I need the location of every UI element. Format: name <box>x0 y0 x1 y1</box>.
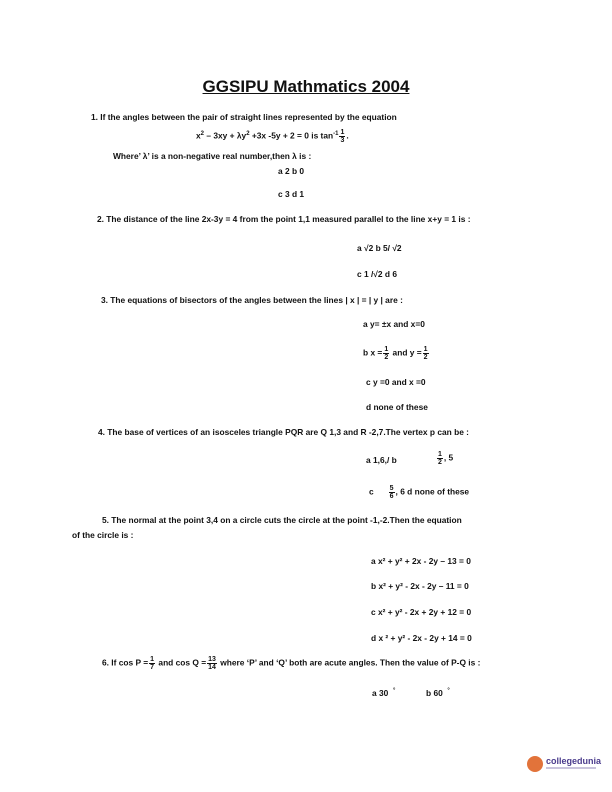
question-5-option-c: c x² + y² - 2x + 2y + 12 = 0 <box>371 607 472 617</box>
question-6-option-b: b 60 ° <box>426 688 450 698</box>
question-5-option-a: a x² + y² + 2x - 2y – 13 = 0 <box>371 556 471 566</box>
question-6-option-a: a 30 ° <box>372 688 396 698</box>
question-3-option-c: c y =0 and x =0 <box>366 377 426 387</box>
page-title: GGSIPU Mathmatics 2004 <box>202 77 410 96</box>
logo-tagline-bar <box>546 767 596 769</box>
question-4-option-b: $\frac{1}{2}$ , 5 <box>438 451 454 466</box>
mascot-icon <box>527 756 543 772</box>
question-3-option-d: d none of these <box>366 402 428 412</box>
question-1-options-cd: c 3 d 1 <box>278 189 305 199</box>
question-5-text-cont: of the circle is : <box>72 530 134 540</box>
degree-symbol-b: ° <box>447 688 450 695</box>
question-1-equation: $x^2 - 3xy + \lambda y^2 +3x$ -5y + 2 = 0 is $\tan^{-1}$ $\frac{1}{3}$ . <box>196 129 349 144</box>
question-4-option-c: c $\frac{5}{6}$ , 6 d none of these <box>369 485 470 500</box>
logo-text: collegedunia <box>546 756 602 766</box>
question-5-text: 5. The normal at the point 3,4 on a circle cuts the circle at the point -1,-2.Then the equation <box>102 515 462 525</box>
question-1-where: Where’ λ’ is a non-negative real number,then λ is : <box>113 151 312 161</box>
question-4-text: 4. The base of vertices of an isosceles triangle PQR are Q 1,3 and R -2,7.The vertex p can be : <box>98 427 469 437</box>
question-4-option-a: a 1,6,/ b <box>366 455 397 465</box>
question-1-options-ab: a 2 b 0 <box>278 166 305 176</box>
question-2-text: 2. The distance of the line 2x-3y = 4 from the point 1,1 measured parallel to the line x+y = 1 is : <box>97 214 471 224</box>
question-2-options-cd: c 1 /√2 d 6 <box>357 269 397 279</box>
question-3-option-b: b x = $\frac{1}{2}$ and y = $\frac{1}{2}$ <box>363 346 428 361</box>
question-5-option-d: d x ² + y² - 2x - 2y + 14 = 0 <box>371 633 472 643</box>
question-1-text: 1. If the angles between the pair of straight lines represented by the equation <box>91 112 397 122</box>
question-5-option-b: b x² + y² - 2x - 2y – 11 = 0 <box>371 581 469 591</box>
question-6-text: 6. If cos P = $\frac{1}{7}$ and cos Q = $\frac{13}{14}$ where ‘P’ and ‘Q’ both are acute angles. Then the value of P-Q is : <box>102 656 481 671</box>
degree-symbol-a: ° <box>392 688 396 695</box>
question-3-option-a: a y= ±x and x=0 <box>363 319 425 329</box>
question-3-text: 3. The equations of bisectors of the angles between the lines | x | = | y | are : <box>101 295 403 305</box>
question-2-options-ab: a √2 b 5/ √2 <box>357 243 402 253</box>
collegedunia-logo <box>527 754 602 778</box>
